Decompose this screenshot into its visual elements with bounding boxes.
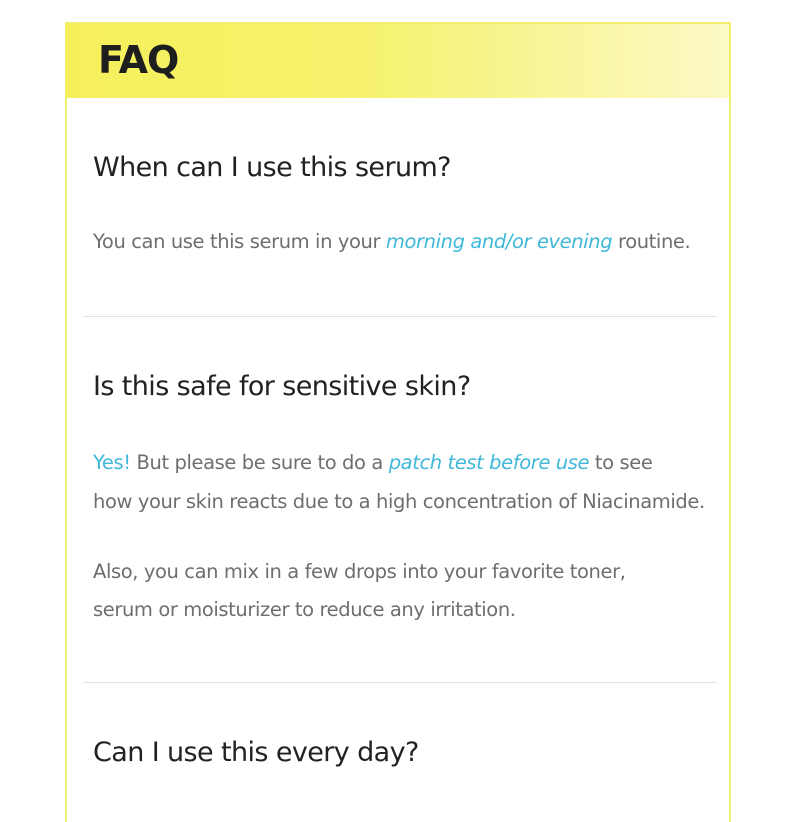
- faq-answer-2-highlight: patch test before use: [388, 451, 590, 474]
- faq-answer-2-line-2: how your skin reacts due to a high concentration of Niacinamide.: [93, 490, 705, 513]
- faq-question-3: Can I use this every day?: [93, 737, 419, 768]
- faq-answer-1: [93, 230, 690, 253]
- faq-answer-2-text-end: to see: [589, 451, 653, 474]
- faq-answer-2-text: But please be sure to do a: [130, 451, 389, 474]
- faq-card: [65, 22, 731, 822]
- faq-question-1: When can I use this serum?: [93, 152, 451, 183]
- faq-divider-2: [83, 682, 717, 683]
- faq-header: [67, 24, 729, 98]
- faq-answer-1-highlight: morning and/or evening: [385, 230, 613, 253]
- faq-answer-2-yes: Yes!: [93, 451, 131, 474]
- faq-answer-1-text: You can use this serum in your: [93, 230, 386, 253]
- faq-answer-2-line-3: Also, you can mix in a few drops into your favorite toner,: [93, 560, 626, 583]
- faq-title: FAQ: [98, 38, 179, 82]
- faq-question-2: Is this safe for sensitive skin?: [93, 371, 471, 402]
- faq-answer-2-line-1: [93, 451, 652, 474]
- faq-divider-1: [83, 316, 717, 317]
- faq-answer-2-line-4: serum or moisturizer to reduce any irritation.: [93, 598, 516, 621]
- faq-answer-1-text-end: routine.: [612, 230, 691, 253]
